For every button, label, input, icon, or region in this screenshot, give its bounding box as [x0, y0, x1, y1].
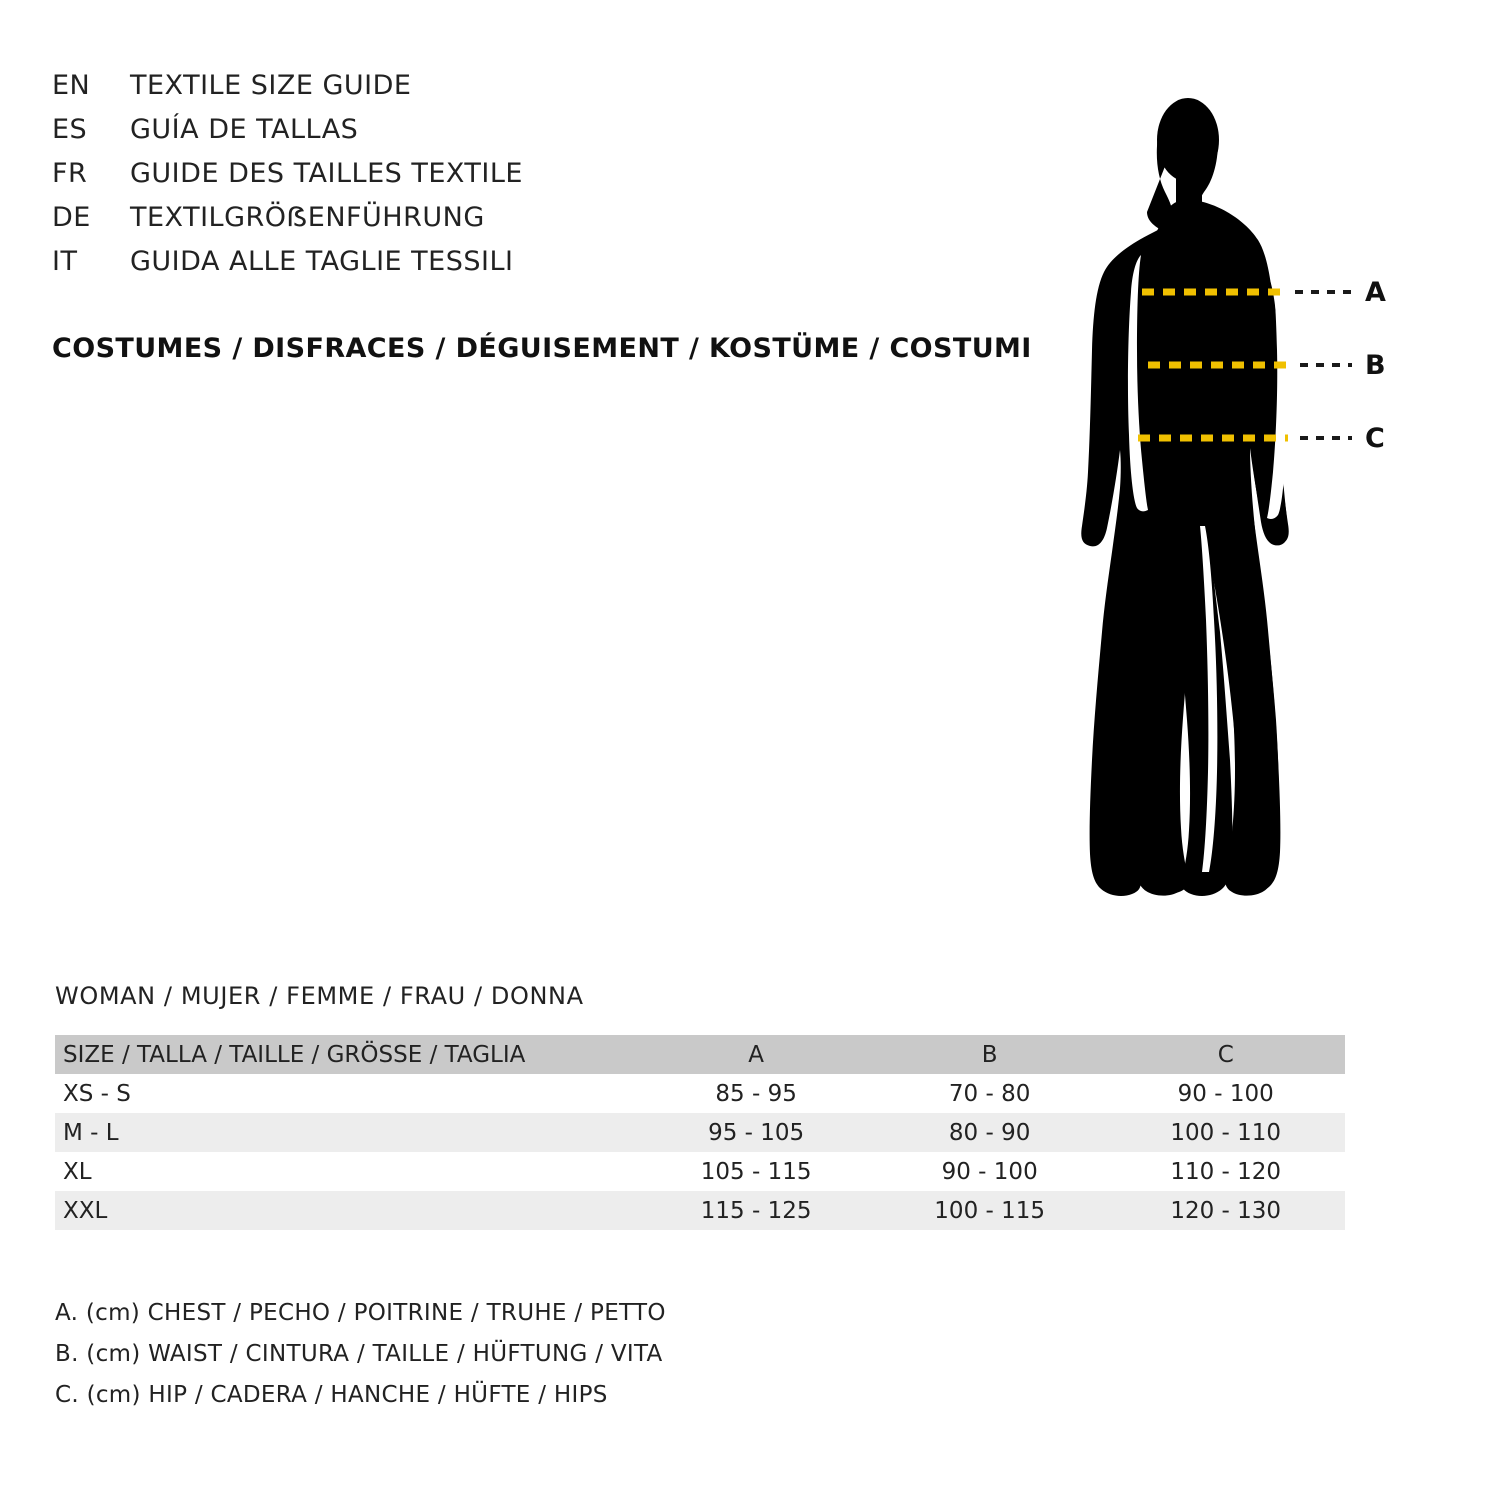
language-row-it — [52, 246, 1052, 290]
cell-a: 85 - 95 — [715, 1080, 797, 1107]
language-row-en — [52, 70, 1052, 114]
language-code-de: DE — [52, 202, 91, 233]
legend — [55, 1300, 666, 1423]
woman-silhouette-icon — [1020, 60, 1470, 940]
cell-size: XL — [63, 1158, 92, 1185]
language-row-fr — [52, 158, 1052, 202]
language-text-en: TEXTILE SIZE GUIDE — [130, 70, 412, 101]
table-row — [55, 1113, 1345, 1152]
category-heading: COSTUMES / DISFRACES / DÉGUISEMENT / KOSTÜME / COSTUMI — [52, 333, 1032, 364]
figure-area — [1020, 60, 1470, 940]
table-row — [55, 1152, 1345, 1191]
language-text-fr: GUIDE DES TAILLES TEXTILE — [130, 158, 523, 189]
language-code-it: IT — [52, 246, 78, 277]
table-row — [55, 1191, 1345, 1230]
cell-a: 105 - 115 — [700, 1158, 812, 1185]
legend-line-a: A. (cm) CHEST / PECHO / POITRINE / TRUHE / PETTO — [55, 1300, 666, 1326]
language-text-de: TEXTILGRÖẞENFÜHRUNG — [130, 202, 485, 233]
cell-b: 90 - 100 — [941, 1158, 1038, 1185]
measure-label-b: B — [1365, 350, 1386, 381]
cell-b: 100 - 115 — [934, 1197, 1046, 1224]
measure-label-c: C — [1365, 423, 1385, 454]
column-header-b: B — [981, 1041, 998, 1068]
language-row-de — [52, 202, 1052, 246]
language-text-es: GUÍA DE TALLAS — [130, 114, 359, 145]
language-list — [52, 70, 1052, 290]
table-title: WOMAN / MUJER / FEMME / FRAU / DONNA — [55, 982, 584, 1010]
size-table — [55, 1035, 1345, 1230]
language-code-en: EN — [52, 70, 91, 101]
language-text-it: GUIDA ALLE TAGLIE TESSILI — [130, 246, 514, 277]
language-row-es — [52, 114, 1052, 158]
column-header-c: C — [1217, 1041, 1234, 1068]
cell-a: 95 - 105 — [708, 1119, 805, 1146]
language-code-fr: FR — [52, 158, 88, 189]
language-code-es: ES — [52, 114, 88, 145]
legend-line-c: C. (cm) HIP / CADERA / HANCHE / HÜFTE / HIPS — [55, 1382, 608, 1408]
cell-b: 70 - 80 — [948, 1080, 1031, 1107]
cell-c: 90 - 100 — [1177, 1080, 1274, 1107]
cell-size: M - L — [63, 1119, 119, 1146]
table-header-row — [55, 1035, 1345, 1074]
cell-b: 80 - 90 — [948, 1119, 1031, 1146]
cell-c: 110 - 120 — [1170, 1158, 1282, 1185]
column-header-a: A — [748, 1041, 764, 1068]
cell-size: XXL — [63, 1197, 108, 1224]
table-row — [55, 1074, 1345, 1113]
legend-line-b: B. (cm) WAIST / CINTURA / TAILLE / HÜFTUNG / VITA — [55, 1341, 663, 1367]
column-header-size: SIZE / TALLA / TAILLE / GRÖSSE / TAGLIA — [63, 1041, 526, 1068]
cell-a: 115 - 125 — [700, 1197, 812, 1224]
cell-c: 100 - 110 — [1170, 1119, 1282, 1146]
cell-c: 120 - 130 — [1170, 1197, 1282, 1224]
measure-label-a: A — [1365, 277, 1386, 308]
cell-size: XS - S — [63, 1080, 131, 1107]
